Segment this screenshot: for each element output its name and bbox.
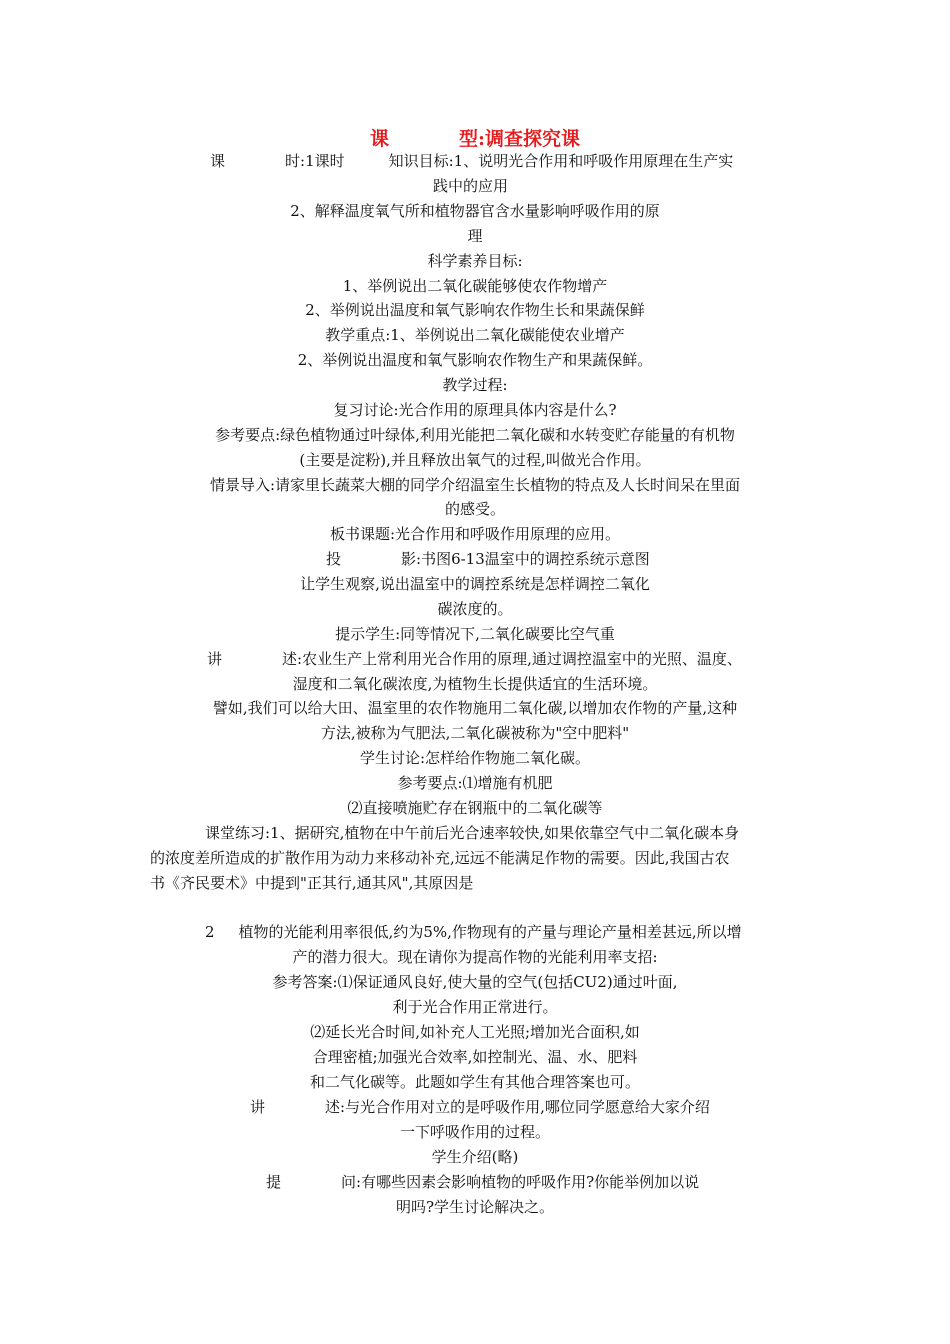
line-38: [250, 1097, 710, 1117]
line-26: 参考要点:⑴增施有机肥: [397, 774, 553, 792]
line-33: 参考答案:⑴保证通风良好,使大量的空气(包括CU2)通过叶面,: [272, 973, 678, 991]
line-29: 的浓度差所造成的扩散作用为动力来移动补充,远远不能满足作物的需要。因此,我国古农: [150, 849, 730, 867]
line-12: 参考要点:绿色植物通过叶绿体,利用光能把二氧化碳和水转变贮存能量的有机物: [215, 426, 735, 444]
title-part-a: 课: [369, 128, 389, 150]
projection-text: 影:书图6-13温室中的调控系统示意图: [401, 550, 650, 568]
line-10: 教学过程:: [442, 376, 508, 394]
line-14: 情景导入:请家里长蔬菜大棚的同学介绍温室生长植物的特点及人长时间呆在里面: [209, 476, 741, 494]
line-18: 让学生观察,说出温室中的调控系统是怎样调控二氧化: [300, 575, 650, 593]
line-30: 书《齐民要术》中提到"正其行,通其风",其原因是: [150, 874, 474, 892]
line-25: 学生讨论:怎样给作物施二氧化碳。: [359, 749, 591, 767]
line-32: 产的潜力很大。现在请你为提高作物的光能利用率支招:: [292, 948, 658, 966]
line-20: 提示学生:同等情况下,二氧化碳要比空气重: [335, 625, 615, 643]
line-34: 利于光合作用正常进行。: [392, 998, 558, 1016]
line-16: 板书课题:光合作用和呼吸作用原理的应用。: [329, 525, 621, 543]
line-5: 科学素养目标:: [427, 252, 523, 270]
line-36: 合理密植;加强光合效率,如控制光、温、水、肥料: [312, 1048, 638, 1066]
line-8: 教学重点:1、举例说出二氧化碳能使农业增产: [325, 326, 625, 344]
line-19: 碳浓度的。: [437, 600, 513, 618]
line-2: 践中的应用: [433, 177, 509, 195]
label-tou: 投: [326, 550, 342, 568]
label-jiang-1: 讲: [207, 650, 223, 668]
line-37: 和二气化碳等。此题如学生有其他合理答案也可。: [309, 1073, 640, 1091]
exercise-2-text: 植物的光能利用率很低,约为5%,作物现有的产量与理论产量相差甚远,所以增: [238, 923, 742, 941]
line-41: [266, 1172, 699, 1192]
label-ke: 课: [210, 152, 226, 170]
line-15: 的感受。: [444, 500, 505, 518]
title-part-b: 型:调查探究课: [459, 128, 581, 150]
question-text: 问:有哪些因素会影响植物的呼吸作用?你能举例加以说: [341, 1173, 700, 1191]
line-22: 湿度和二氧化碳浓度,为植物生长提供适宜的生活环境。: [292, 675, 658, 693]
line-1: [210, 151, 733, 171]
line-31: [205, 922, 742, 942]
lesson-type-title: [0, 124, 950, 151]
knowledge-goal: 知识目标:1、说明光合作用和呼吸作用原理在生产实: [388, 152, 734, 170]
narration-1: 述:农业生产上常利用光合作用的原理,通过调控温室中的光照、温度、: [282, 650, 742, 668]
line-28: 课堂练习:1、据研究,植物在中午前后光合速率较快,如果依靠空气中二氧化碳本身: [205, 824, 740, 842]
line-39: 一下呼吸作用的过程。: [399, 1123, 550, 1141]
line-17: [326, 549, 650, 569]
line-21: [207, 649, 742, 669]
label-shi: 时:1课时: [285, 152, 345, 170]
line-40: 学生介绍(略): [431, 1148, 519, 1166]
line-7: 2、举例说出温度和氧气影响农作物生长和果蔬保鲜: [305, 301, 645, 319]
label-ti: 提: [266, 1173, 282, 1191]
narration-2: 述:与光合作用对立的是呼吸作用,哪位同学愿意给大家介绍: [325, 1098, 710, 1116]
line-27: ⑵直接喷施贮存在钢瓶中的二氧化碳等: [347, 799, 603, 817]
line-24: 方法,被称为气肥法,二氧化碳被称为"空中肥料": [320, 724, 630, 742]
line-3: 2、解释温度氧气所和植物器官含水量影响呼吸作用的原: [290, 202, 660, 220]
line-13: (主要是淀粉),并且释放出氧气的过程,叫做光合作用。: [299, 451, 651, 469]
line-42: 明吗?学生讨论解决之。: [395, 1198, 555, 1216]
line-6: 1、举例说出二氧化碳能够使农作物增产: [342, 277, 608, 295]
line-35: ⑵延长光合时间,如补充人工光照;增加光合面积,如: [310, 1023, 640, 1041]
line-23: 譬如,我们可以给大田、温室里的农作物施用二氧化碳,以增加农作物的产量,这种: [212, 699, 738, 717]
label-jiang-2: 讲: [250, 1098, 266, 1116]
line-11: 复习讨论:光合作用的原理具体内容是什么?: [333, 401, 617, 419]
line-4: 理: [467, 227, 483, 245]
line-9: 2、举例说出温度和氧气影响农作物生产和果蔬保鲜。: [297, 351, 653, 369]
exercise-number-2: 2: [205, 923, 215, 941]
